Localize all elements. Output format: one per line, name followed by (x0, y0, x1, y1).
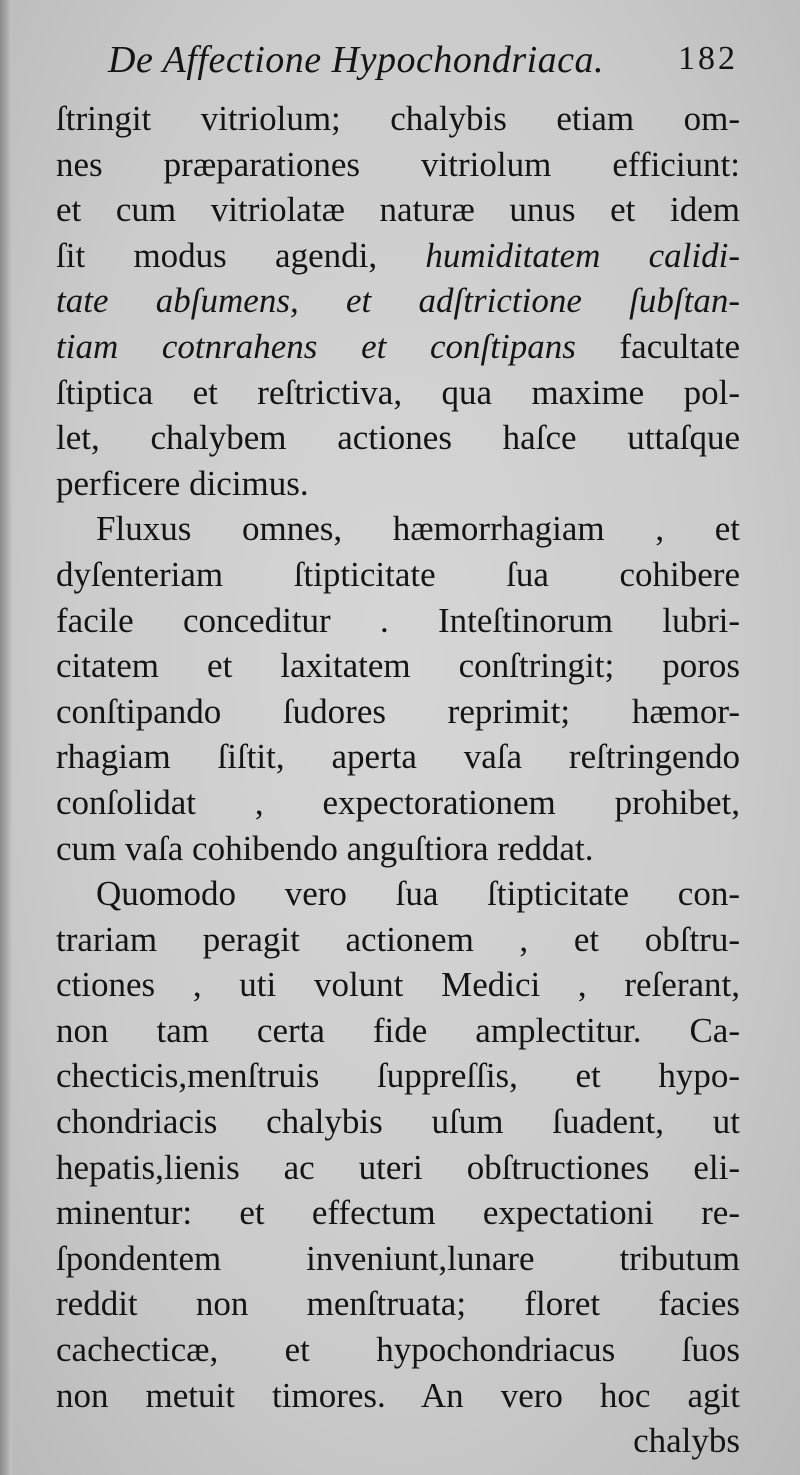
text-segment: rhagiam ſiſtit, aperta vaſa reſtringendo (56, 737, 740, 777)
page-header (108, 38, 738, 90)
text-line (56, 643, 740, 689)
text-line (56, 552, 740, 598)
text-segment: dyſenteriam ſtipticitate ſua cohibere (56, 554, 740, 594)
running-title: De Affectione Hypochondriaca. (108, 39, 605, 81)
text-line (56, 1327, 740, 1373)
text-segment: ſtringit vitriolum; chalybis etiam om- (56, 99, 740, 138)
text-line (56, 871, 740, 917)
text-segment: Fluxus omnes, hæmorrhagiam , et (96, 509, 740, 549)
text-line (56, 598, 740, 644)
text-line (56, 826, 740, 872)
text-line (56, 1008, 740, 1054)
text-segment: non tam certa fide amplectitur. Ca- (56, 1010, 740, 1050)
text-line (56, 1281, 740, 1327)
text-segment: let, chalybem actiones haſce uttaſque (56, 418, 740, 458)
text-line (56, 1236, 740, 1282)
text-segment: trariam peragit actionem , et obſtru- (56, 919, 740, 959)
text-segment: facultate (619, 326, 740, 366)
text-line (56, 415, 740, 461)
text-segment: chondriacis chalybis uſum ſuadent, ut (56, 1102, 740, 1142)
text-segment: ctiones , uti volunt Medici , reſerant, (56, 965, 740, 1005)
text-segment: perficere dicimus. (56, 463, 309, 503)
text-segment: checticis,menſtruis ſuppreſſis, et hypo- (56, 1056, 740, 1096)
text-segment: ſtiptica et reſtrictiva, qua maxime pol- (56, 372, 740, 412)
text-line (56, 278, 740, 324)
text-line (56, 142, 740, 188)
italic-text-segment: tiam cotnrahens et conſtipans (56, 326, 620, 366)
text-line (56, 734, 740, 780)
text-line (56, 689, 740, 735)
text-line (56, 324, 740, 370)
italic-text-segment: humiditatem calidi- (425, 235, 740, 275)
catchword-line (56, 1418, 740, 1464)
text-segment: minentur: et effectum expectationi re- (56, 1193, 740, 1233)
text-segment: cum vaſa cohibendo anguſtiora reddat. (56, 828, 594, 868)
text-segment: conſtipando ſudores reprimit; hæmor- (56, 691, 740, 731)
text-line (56, 233, 740, 279)
text-segment: et cum vitriolatæ naturæ unus et idem (56, 190, 740, 230)
text-segment: ſit modus agendi, (56, 235, 426, 275)
text-line (56, 1373, 740, 1419)
text-line (56, 1099, 740, 1145)
text-segment: non metuit timores. An vero hoc agit (56, 1375, 740, 1415)
text-line (56, 962, 740, 1008)
text-segment: Quomodo vero ſua ſtipticitate con- (96, 874, 740, 914)
text-line (56, 917, 740, 963)
text-segment: chalybs (633, 1421, 740, 1461)
text-segment: hepatis,lienis ac uteri obſtructiones eli- (56, 1147, 740, 1187)
text-line (56, 187, 740, 233)
text-line (56, 461, 740, 507)
text-line (56, 1190, 740, 1236)
text-segment: conſolidat , expectorationem prohibet, (56, 782, 740, 822)
text-line (56, 96, 740, 142)
text-segment: facile conceditur . Inteſtinorum lubri- (56, 600, 740, 640)
page-edge-shadow (0, 0, 12, 1475)
text-line (56, 780, 740, 826)
text-line (56, 370, 740, 416)
italic-text-segment: tate abſumens, et adſtrictione ſubſtan- (56, 281, 740, 321)
text-line (56, 1053, 740, 1099)
page-number: 182 (678, 40, 738, 77)
text-segment: citatem et laxitatem conſtringit; poros (56, 646, 740, 686)
body-text (56, 96, 740, 1464)
text-line (56, 1145, 740, 1191)
text-segment: nes præparationes vitriolum efficiunt: (56, 144, 740, 184)
text-segment: cachecticæ, et hypochondriacus ſuos (56, 1330, 740, 1370)
text-segment: reddit non menſtruata; floret facies (56, 1284, 740, 1324)
text-segment: ſpondentem inveniunt,lunare tributum (56, 1238, 740, 1278)
text-line (56, 506, 740, 552)
